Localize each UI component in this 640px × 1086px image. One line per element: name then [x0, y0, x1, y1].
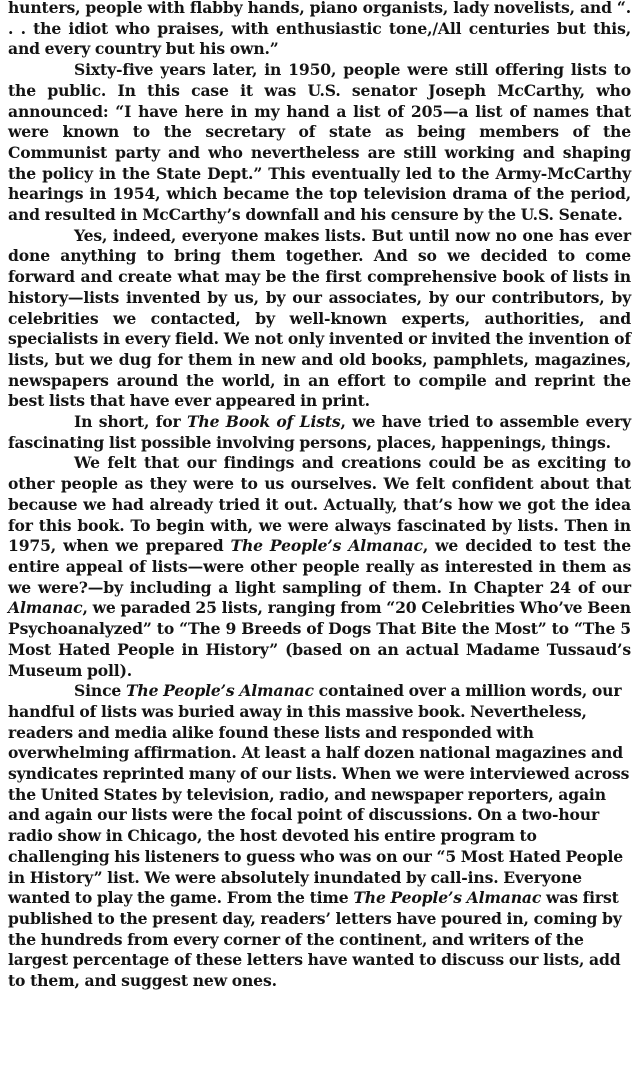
- book-title: The People’s Almanac: [125, 681, 314, 701]
- book-title: The People’s Almanac: [353, 888, 542, 908]
- paragraph-text: was first published to the present day, readers’ letters have poured in, coming by the hundreds from every corner of the continent, and writers of the largest percentage of these letters have wanted to discuss our lists, add to them, and suggest new ones.: [8, 888, 622, 991]
- paragraph-text: Sixty-five years later, in 1950, people were still offering lists to the public. In this case it was U.S. senator Joseph McCarthy, who announced: “I have here in my hand a list of 205—a list of names that were known to the secretary of state as being members of the Communist party and who nevertheless are still working and shaping the policy in the State Dept.” This eventually led to the Army-McCarthy hearings in 1954, which became the top television drama of the period, and resulted in McCarthy’s downfall and his censure by the U.S. Senate.: [8, 60, 631, 225]
- paragraph-text: hunters, people with flabby hands, piano organists, lady novelists, and “. . . the idiot who praises, with enthusiastic tone,/All centuries but this, and every country but his own.”: [8, 0, 631, 59]
- paragraph-text: , we have tried to assemble every fascinating list possible involving persons, places, happenings, things.: [8, 412, 631, 452]
- paragraph-text: In short, for: [74, 412, 187, 432]
- paragraph-text: Yes, indeed, everyone makes lists. But until now no one has ever done anything to bring them together. And so we decided to come forward and create what may be the first comprehensive book of lists in history—lists invented by us, by our associates, by our contributors, by celebrities we contacted, by well-known experts, authorities, and specialists in every field. We not only invented or invited the invention of lists, but we dug for them in new and old books, pamphlets, magazines, newspapers around the world, in an effort to compile and reprint the best lists that have ever appeared in print.: [8, 225, 631, 411]
- paragraph-4: [8, 412, 631, 453]
- paragraph-1: [8, 0, 631, 60]
- paragraph-2: [8, 60, 631, 226]
- paragraph-text: contained over a million words, our handful of lists was buried away in this massive book. Nevertheless, readers and media alike found these lists and responded with overwhelming affirmation. At least a half dozen national magazines and syndicates reprinted many of our lists. When we were interviewed across the United States by television, radio, and newspaper reporters, again and again our lists were the focal point of discussions. On a two-hour radio show in Chicago, the host devoted his entire program to challenging his listeners to guess who was on our “5 Most Hated People in History” list. We were absolutely inundated by call-ins. Everyone wanted to play the game. From the time: [8, 681, 630, 908]
- paragraph-text: Since: [74, 681, 126, 701]
- book-title: Almanac: [8, 598, 83, 618]
- paragraph-text: We felt that our findings and creations could be as exciting to other people as they were to us ourselves. We felt confident about that because we had already tried it out. Actually, that’s how we got the idea for this book. To begin with, we were always fascinated by lists. Then in 1975, when we prepared: [8, 453, 631, 556]
- paragraph-text: , we paraded 25 lists, ranging from “20 Celebrities Who’ve Been Psychoanalyzed” to “The 9 Breeds of Dogs That Bite the Most” to “The 5 Most Hated People in History” (based on an actual Madame Tussaud’s Museum poll).: [8, 598, 631, 680]
- book-title: The People’s Almanac: [230, 536, 423, 556]
- paragraph-6: [8, 681, 631, 992]
- paragraph-3: [8, 226, 631, 412]
- paragraph-text: , we decided to test the entire appeal of lists—were other people really as interested in them as we were?—by including a light sampling of them. In Chapter 24 of our: [8, 536, 631, 597]
- paragraph-5: [8, 453, 631, 681]
- book-title: The Book of Lists: [186, 412, 341, 432]
